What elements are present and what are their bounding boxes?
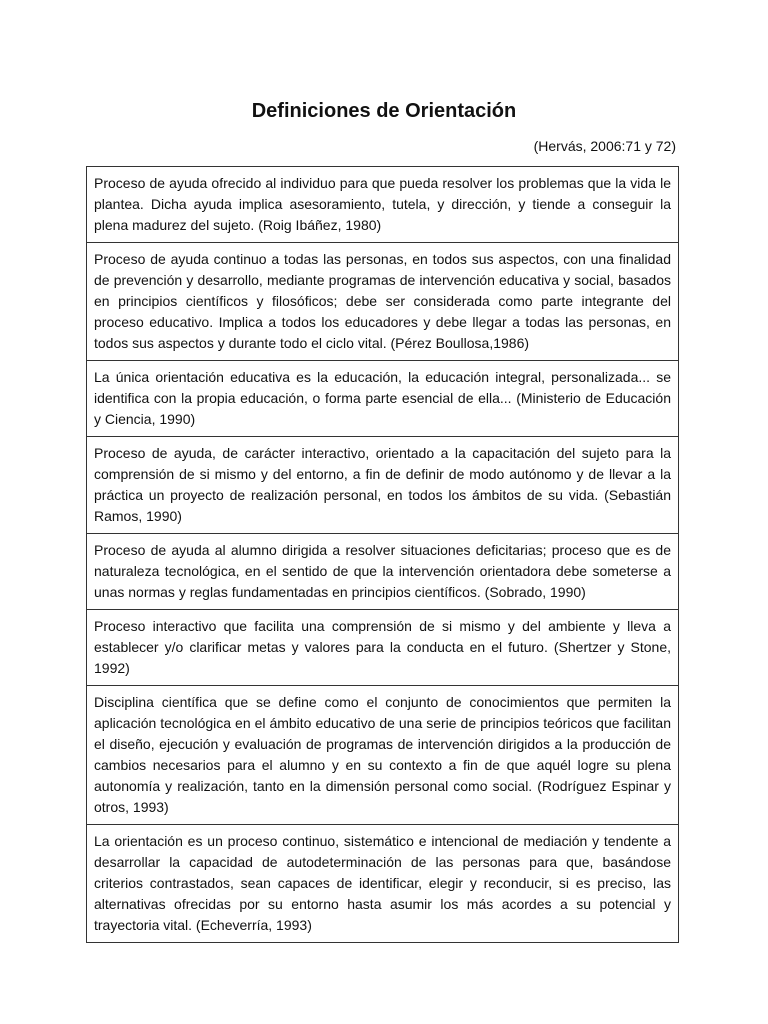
definition-cell: Proceso de ayuda continuo a todas las personas, en todos sus aspectos, con una finalidad de prevención y desarrollo, mediante programas de intervención educativa y social, basados en principios científicos y filosóficos; debe ser considerada como parte integrante del proceso educativo. Implica a todos los educadores y debe llegar a todas las personas, en todos sus aspectos y durante todo el ciclo vital. (Pérez Boullosa,1986) [87,243,679,361]
table-row [87,534,679,610]
table-row [87,825,679,943]
definition-cell: Disciplina científica que se define como el conjunto de conocimientos que permiten la aplicación tecnológica en el ámbito educativo de una serie de principios teóricos que facilitan el diseño, ejecución y evaluación de programas de intervención dirigidos a la producción de cambios necesarios para el alumno y en su contexto a fin de que aquél logre su plena autonomía y realización, tanto en la dimensión personal como social. (Rodríguez Espinar y otros, 1993) [87,686,679,825]
table-row [87,243,679,361]
page-title: Definiciones de Orientación [251,100,517,122]
definition-cell: Proceso de ayuda al alumno dirigida a resolver situaciones deficitarias; proceso que es de naturaleza tecnológica, en el sentido de que la intervención orientadora debe someterse a unas normas y reglas fundamentadas en principios científicos. (Sobrado, 1990) [87,534,679,610]
definitions-table [86,166,679,943]
definition-cell: La orientación es un proceso continuo, sistemático e intencional de mediación y tendente a desarrollar la capacidad de autodeterminación de las personas para que, basándose criterios contrastados, sean capaces de identificar, elegir y reconducir, si es preciso, las alternativas ofrecidas por su entorno hasta asumir los más acordes a su potencial y trayectoria vital. (Echeverría, 1993) [87,825,679,943]
definition-cell: Proceso interactivo que facilita una comprensión de si mismo y del ambiente y lleva a establecer y/o clarificar metas y valores para la conducta en el futuro. (Shertzer y Stone, 1992) [87,610,679,686]
source-citation: (Hervás, 2006:71 y 72) [533,138,676,154]
table-row [87,686,679,825]
table-row [87,361,679,437]
definition-cell: Proceso de ayuda ofrecido al individuo para que pueda resolver los problemas que la vida le plantea. Dicha ayuda implica asesoramiento, tutela, y dirección, y tiende a conseguir la plena madurez del sujeto. (Roig Ibáñez, 1980) [87,167,679,243]
table-row [87,610,679,686]
table-row [87,167,679,243]
table-row [87,437,679,534]
definition-cell: Proceso de ayuda, de carácter interactivo, orientado a la capacitación del sujeto para la comprensión de si mismo y del entorno, a fin de definir de modo autónomo y de llevar a la práctica un proyecto de realización personal, en todos los ámbitos de su vida. (Sebastián Ramos, 1990) [87,437,679,534]
definition-cell: La única orientación educativa es la educación, la educación integral, personalizada... se identifica con la propia educación, o forma parte esencial de ella... (Ministerio de Educación y Ciencia, 1990) [87,361,679,437]
